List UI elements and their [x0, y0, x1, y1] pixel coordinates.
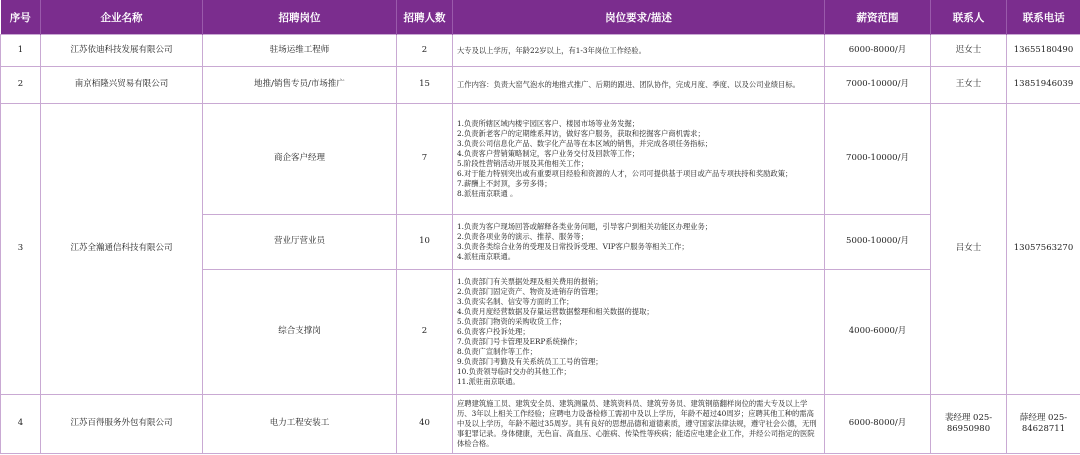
cell-salary: 7000-10000/月 [825, 67, 931, 104]
cell-desc: 1.负责部门有关票据处理及相关费用的报销； 2.负责部门固定资产、物资及进销存的管理； 3.负责实名制、信安等方面的工作； 4.负责月度经营数据及存量运营数据整理和相关数据的提取； 5.负责部门物资的采购收货工作； 6.负责客户投诉处理； 7.负责部门号卡管理及ERP系统操作； 8.负责广宣制作等工作； 9.负责部门考勤及有关系统员工工号的管理； 10.负责领导临时交办的其他工作； 11.派驻南京联通。 [453, 270, 825, 395]
cell-desc: 1.负责为客户现场回答或解释各类业务问题，引导客户到相关功能区办理业务； 2.负责各项业务的演示、推荐、服务等； 3.负责各类综合业务的受理及日常投诉受理、VIP客户服务等相关工作； 4.派驻南京联通。 [453, 215, 825, 270]
cell-company: 江苏全瀚通信科技有限公司 [41, 104, 203, 395]
header-position: 招聘岗位 [203, 0, 397, 35]
cell-contact: 裴经理 025-86950980 [931, 395, 1007, 454]
table-row [1, 35, 1080, 67]
cell-no: 1 [1, 35, 41, 67]
cell-desc: 1.负责所辖区域内楼宇园区客户、楼园市场等业务发掘； 2.负责新老客户的定期维系拜访，做好客户服务，获取和挖掘客户商机需求； 3.负责公司信息化产品、数字化产品等在本区域的销售，并完成各项任务指标； 4.负责客户营销策略制定，客户业务交付及回款等工作； 5.阶段性营销活动开展及其他相关工作； 6.对于能力特别突出或有重要项目经验和资源的人才，公司可提供基于项目或产品专项扶持和奖励政策； 7.薪酬上不封顶，多劳多得； 8.派驻南京联通 。 [453, 104, 825, 215]
header-company: 企业名称 [41, 0, 203, 35]
cell-salary: 6000-8000/月 [825, 35, 931, 67]
header-contact: 联系人 [931, 0, 1007, 35]
cell-no: 2 [1, 67, 41, 104]
cell-count: 40 [397, 395, 453, 454]
cell-phone: 薛经理 025-84628711 [1007, 395, 1080, 454]
cell-desc: 大专及以上学历，年龄22岁以上，有1-3年岗位工作经验。 [453, 35, 825, 67]
cell-count: 7 [397, 104, 453, 215]
cell-company: 江苏依迪科技发展有限公司 [41, 35, 203, 67]
header-count: 招聘人数 [397, 0, 453, 35]
cell-company: 江苏百得服务外包有限公司 [41, 395, 203, 454]
cell-phone: 13655180490 [1007, 35, 1080, 67]
cell-count: 10 [397, 215, 453, 270]
cell-salary: 6000-8000/月 [825, 395, 931, 454]
header-desc: 岗位要求/描述 [453, 0, 825, 35]
header-salary: 薪资范围 [825, 0, 931, 35]
table-row [1, 104, 1080, 215]
cell-position: 商企客户经理 [203, 104, 397, 215]
cell-phone: 13851946039 [1007, 67, 1080, 104]
header-phone: 联系电话 [1007, 0, 1080, 35]
cell-salary: 4000-6000/月 [825, 270, 931, 395]
cell-contact: 迟女士 [931, 35, 1007, 67]
cell-position: 营业厅营业员 [203, 215, 397, 270]
cell-desc: 工作内容：负责大窑气泡水的地推式推广、后期的跟进、团队协作，完成月度、季度、以及公司业绩目标。 [453, 67, 825, 104]
header-no: 序号 [1, 0, 41, 35]
cell-count: 15 [397, 67, 453, 104]
cell-desc: 应聘建筑施工员、建筑安全员、建筑测量员、建筑资料员、建筑劳务员、建筑钢筋翻样岗位的需大专及以上学历、3年以上相关工作经验；应聘电力设备检修工需初中及以上学历，年龄不超过40周岁；应聘其他工种的需高中及以上学历，年龄不超过35周岁。具有良好的思想品德和道德素质，遵守国家法律法规，遵守社会公德，无刑事犯罪记录。身体健康，无色盲、高血压、心脏病、传染性等疾病；能适应电建企业工作，并经公司指定的医院体检合格。 [453, 395, 825, 454]
cell-no: 4 [1, 395, 41, 454]
table-row [1, 67, 1080, 104]
cell-position: 驻场运维工程师 [203, 35, 397, 67]
cell-phone: 13057563270 [1007, 104, 1080, 395]
table-row [1, 395, 1080, 454]
cell-salary: 7000-10000/月 [825, 104, 931, 215]
cell-company: 南京栢隆兴贸易有限公司 [41, 67, 203, 104]
cell-count: 2 [397, 270, 453, 395]
cell-contact: 吕女士 [931, 104, 1007, 395]
cell-count: 2 [397, 35, 453, 67]
cell-contact: 王女士 [931, 67, 1007, 104]
cell-no: 3 [1, 104, 41, 395]
table-header-row [1, 0, 1080, 35]
cell-position: 电力工程安装工 [203, 395, 397, 454]
cell-position: 综合支撑岗 [203, 270, 397, 395]
cell-salary: 5000-10000/月 [825, 215, 931, 270]
cell-position: 地推/销售专员/市场推广 [203, 67, 397, 104]
